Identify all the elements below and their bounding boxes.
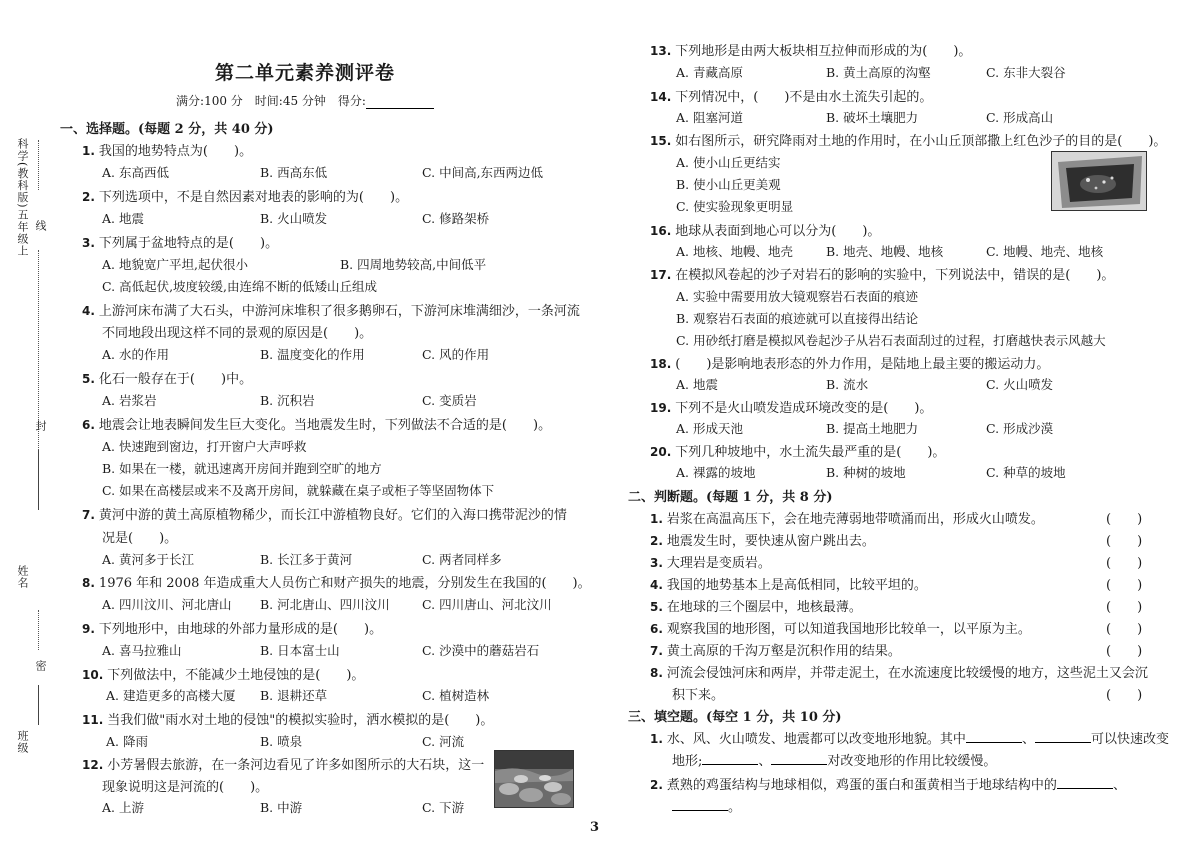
question-4-cont: 不同地段出现这样不同的景观的原因是( )。 bbox=[102, 326, 373, 341]
fill-2-blank-1[interactable] bbox=[1057, 778, 1113, 789]
section-choice-title: 一、选择题。(每题 2 分，共 40 分) bbox=[60, 122, 274, 137]
q11-option-a[interactable]: A. 降雨 bbox=[106, 734, 148, 749]
q7-option-a[interactable]: A. 黄河多于长江 bbox=[102, 552, 194, 567]
q10-option-c[interactable]: C. 植树造林 bbox=[422, 688, 490, 703]
question-10: 10. 下列做法中，不能减少土地侵蚀的是( )。 bbox=[82, 668, 365, 683]
q5-option-c[interactable]: C. 变质岩 bbox=[422, 393, 477, 408]
judge-1: 1. 岩浆在高温高压下，会在地壳薄弱地带喷涌而出，形成火山喷发。 bbox=[650, 512, 1044, 527]
q7-option-b[interactable]: B. 长江多于黄河 bbox=[260, 552, 353, 567]
question-17: 17. 在模拟风卷起的沙子对岩石的影响的实验中，下列说法中，错误的是( )。 bbox=[650, 268, 1115, 283]
score-blank[interactable] bbox=[366, 96, 434, 109]
q1-option-a[interactable]: A. 东高西低 bbox=[102, 165, 169, 180]
question-1: 1. 我国的地势特点为( )。 bbox=[82, 144, 253, 159]
q12-option-b[interactable]: B. 中游 bbox=[260, 800, 303, 815]
judge-4-answer[interactable]: ( ) bbox=[1106, 578, 1143, 593]
q14-option-b[interactable]: B. 破坏土壤肥力 bbox=[826, 110, 919, 125]
binding-margin bbox=[0, 100, 55, 850]
judge-7-answer[interactable]: ( ) bbox=[1106, 644, 1143, 659]
q7-option-c[interactable]: C. 两者同样多 bbox=[422, 552, 502, 567]
q15-option-a[interactable]: A. 使小山丘更结实 bbox=[676, 155, 781, 170]
fill-1: 1. 水、风、火山喷发、地震都可以改变地形地貌。其中 、 可以快速改变 bbox=[650, 732, 1169, 747]
margin-name-label: 姓名 bbox=[16, 565, 29, 589]
margin-class-line bbox=[38, 685, 39, 725]
judge-3: 3. 大理岩是变质岩。 bbox=[650, 556, 771, 571]
q8-option-b[interactable]: B. 河北唐山、四川汶川 bbox=[260, 597, 390, 612]
q12-option-a[interactable]: A. 上游 bbox=[102, 800, 144, 815]
question-9: 9. 下列地形中，由地球的外部力量形成的是( )。 bbox=[82, 622, 383, 637]
q18-option-b[interactable]: B. 流水 bbox=[826, 377, 869, 392]
judge-1-answer[interactable]: ( ) bbox=[1106, 512, 1143, 527]
margin-seal-label: 封 bbox=[34, 420, 47, 431]
question-7-cont: 况是( )。 bbox=[102, 531, 178, 546]
question-13: 13. 下列地形是由两大板块相互拉伸而形成的为( )。 bbox=[650, 44, 972, 59]
q3-option-a[interactable]: A. 地貌宽广平坦,起伏很小 bbox=[102, 257, 248, 272]
q18-option-a[interactable]: A. 地震 bbox=[676, 377, 718, 392]
q8-option-a[interactable]: A. 四川汶川、河北唐山 bbox=[102, 597, 232, 612]
question-2: 2. 下列选项中，不是自然因素对地表的影响的为( )。 bbox=[82, 190, 409, 205]
margin-subject-label: 科学(教科版)五年级上 bbox=[16, 138, 29, 257]
page-title: 第二单元素养测评卷 bbox=[214, 62, 395, 84]
q3-option-b[interactable]: B. 四周地势较高,中间低平 bbox=[340, 257, 487, 272]
q9-option-b[interactable]: B. 日本富士山 bbox=[260, 643, 340, 658]
q16-option-c[interactable]: C. 地幔、地壳、地核 bbox=[986, 244, 1104, 259]
q1-option-c[interactable]: C. 中间高,东西两边低 bbox=[422, 165, 544, 180]
judge-2-answer[interactable]: ( ) bbox=[1106, 534, 1143, 549]
margin-name-line bbox=[38, 450, 39, 510]
q13-option-a[interactable]: A. 青藏高原 bbox=[676, 65, 743, 80]
question-4: 4. 上游河床布满了大石头，中游河床堆积了很多鹅卵石，下游河床堆满细沙，一条河流 bbox=[82, 304, 580, 319]
fill-1-blank-1[interactable] bbox=[966, 732, 1022, 743]
margin-dotted-line bbox=[38, 140, 39, 190]
q6-option-c[interactable]: C. 如果在高楼层或来不及离开房间，就躲藏在桌子或柜子等坚固物体下 bbox=[102, 483, 495, 498]
exam-info bbox=[60, 92, 550, 109]
judge-6-answer[interactable]: ( ) bbox=[1106, 622, 1143, 637]
q6-option-b[interactable]: B. 如果在一楼，就迅速离开房间并跑到空旷的地方 bbox=[102, 461, 382, 476]
q17-option-a[interactable]: A. 实验中需要用放大镜观察岩石表面的痕迹 bbox=[676, 289, 918, 304]
question-14: 14. 下列情况中，( )不是由水土流失引起的。 bbox=[650, 90, 933, 105]
question-18: 18. ( )是影响地表形态的外力作用，是陆地上最主要的搬运动力。 bbox=[650, 357, 1050, 372]
question-3: 3. 下列属于盆地特点的是( )。 bbox=[82, 236, 279, 251]
margin-class-label: 班级 bbox=[16, 730, 29, 754]
judge-5-answer[interactable]: ( ) bbox=[1106, 600, 1143, 615]
q5-option-b[interactable]: B. 沉积岩 bbox=[260, 393, 315, 408]
q16-option-a[interactable]: A. 地核、地幔、地壳 bbox=[676, 244, 793, 259]
q9-option-a[interactable]: A. 喜马拉雅山 bbox=[102, 643, 182, 658]
q13-option-c[interactable]: C. 东非大裂谷 bbox=[986, 65, 1066, 80]
q2-option-b[interactable]: B. 火山喷发 bbox=[260, 211, 328, 226]
q15-option-b[interactable]: B. 使小山丘更美观 bbox=[676, 177, 781, 192]
section-fill-title: 三、填空题。(每空 1 分，共 10 分) bbox=[628, 710, 842, 725]
q8-option-c[interactable]: C. 四川唐山、河北汶川 bbox=[422, 597, 552, 612]
question-19: 19. 下列不是火山喷发造成环境改变的是( )。 bbox=[650, 401, 933, 416]
question-11: 11. 当我们做"雨水对土地的侵蚀"的模拟实验时，洒水模拟的是( )。 bbox=[82, 713, 494, 728]
q19-option-c[interactable]: C. 形成沙漠 bbox=[986, 421, 1054, 436]
margin-line-label: 线 bbox=[34, 220, 47, 231]
q5-option-a[interactable]: A. 岩浆岩 bbox=[102, 393, 157, 408]
section-judge-title: 二、判断题。(每题 1 分，共 8 分) bbox=[628, 490, 833, 505]
fill-1-blank-3[interactable] bbox=[702, 754, 758, 765]
margin-seal2-label: 密 bbox=[34, 660, 47, 671]
question-12-cont: 现象说明这是河流的( )。 bbox=[102, 780, 269, 795]
q13-option-b[interactable]: B. 黄土高原的沟壑 bbox=[826, 65, 931, 80]
q17-option-c[interactable]: C. 用砂纸打磨是模拟风卷起沙子从岩石表面刮过的过程，打磨越快表示风越大 bbox=[676, 333, 1106, 348]
judge-3-answer[interactable]: ( ) bbox=[1106, 556, 1143, 571]
fill-1-blank-4[interactable] bbox=[771, 754, 827, 765]
judge-4: 4. 我国的地势基本上是高低相同，比较平坦的。 bbox=[650, 578, 927, 593]
q10-option-b[interactable]: B. 退耕还草 bbox=[260, 688, 328, 703]
question-7: 7. 黄河中游的黄土高原植物稀少，而长江中游植物良好。它们的入海口携带泥沙的情 bbox=[82, 508, 567, 523]
q2-option-c[interactable]: C. 修路架桥 bbox=[422, 211, 490, 226]
judge-7: 7. 黄土高原的千沟万壑是沉积作用的结果。 bbox=[650, 644, 901, 659]
judge-5: 5. 在地球的三个圈层中，地核最薄。 bbox=[650, 600, 862, 615]
q18-option-c[interactable]: C. 火山喷发 bbox=[986, 377, 1054, 392]
q19-option-a[interactable]: A. 形成天池 bbox=[676, 421, 743, 436]
q4-option-c[interactable]: C. 风的作用 bbox=[422, 347, 490, 362]
page-number: 3 bbox=[590, 820, 600, 835]
q6-option-a[interactable]: A. 快速跑到窗边，打开窗户大声呼救 bbox=[102, 439, 307, 454]
judge-8-answer[interactable]: ( ) bbox=[1106, 688, 1143, 703]
q17-option-b[interactable]: B. 观察岩石表面的痕迹就可以直接得出结论 bbox=[676, 311, 919, 326]
q11-option-c[interactable]: C. 河流 bbox=[422, 734, 465, 749]
q19-option-b[interactable]: B. 提高土地肥力 bbox=[826, 421, 919, 436]
q11-option-b[interactable]: B. 喷泉 bbox=[260, 734, 303, 749]
river-stones-image bbox=[494, 750, 574, 808]
question-20: 20. 下列几种坡地中，水土流失最严重的是( )。 bbox=[650, 445, 946, 460]
q16-option-b[interactable]: B. 地壳、地幔、地核 bbox=[826, 244, 944, 259]
fill-1-blank-2[interactable] bbox=[1035, 732, 1091, 743]
q12-option-c[interactable]: C. 下游 bbox=[422, 800, 465, 815]
question-8: 8. 1976 年和 2008 年造成重大人员伤亡和财产损失的地震，分别发生在我国的( )。 bbox=[82, 576, 591, 591]
fill-2-blank-2[interactable] bbox=[672, 800, 728, 811]
fill-1-cont: 地形; 、 对改变地形的作用比较缓慢。 bbox=[672, 754, 997, 769]
q4-option-b[interactable]: B. 温度变化的作用 bbox=[260, 347, 365, 362]
judge-2: 2. 地震发生时，要快速从窗户跳出去。 bbox=[650, 534, 875, 549]
question-16: 16. 地球从表面到地心可以分为( )。 bbox=[650, 224, 881, 239]
q3-option-c[interactable]: C. 高低起伏,坡度较缓,由连绵不断的低矮山丘组成 bbox=[102, 279, 378, 294]
q10-option-a[interactable]: A. 建造更多的高楼大厦 bbox=[106, 688, 236, 703]
question-12: 12. 小芳暑假去旅游，在一条河边看见了许多如图所示的大石块，这一 bbox=[82, 758, 485, 773]
fill-2-cont: 。 bbox=[672, 796, 741, 815]
q20-option-a[interactable]: A. 裸露的坡地 bbox=[676, 465, 756, 480]
q15-option-c[interactable]: C. 使实验现象更明显 bbox=[676, 199, 794, 214]
q9-option-c[interactable]: C. 沙漠中的蘑菇岩石 bbox=[422, 643, 540, 658]
fill-2: 2. 煮熟的鸡蛋结构与地球相似，鸡蛋的蛋白和蛋黄相当于地球结构中的 、 bbox=[650, 778, 1126, 793]
margin-dotted-line bbox=[38, 610, 39, 650]
q14-option-a[interactable]: A. 阻塞河道 bbox=[676, 110, 743, 125]
question-6: 6. 地震会让地表瞬间发生巨大变化。当地震发生时，下列做法不合适的是( )。 bbox=[82, 418, 552, 433]
judge-8: 8. 河流会侵蚀河床和两岸，并带走泥土，在水流速度比较缓慢的地方，这些泥土又会沉 bbox=[650, 666, 1148, 681]
question-15: 15. 如右图所示，研究降雨对土地的作用时，在小山丘顶部撒上红色沙子的目的是( )。 bbox=[650, 134, 1167, 149]
erosion-experiment-image bbox=[1051, 151, 1147, 211]
q14-option-c[interactable]: C. 形成高山 bbox=[986, 110, 1054, 125]
judge-8-cont: 积下来。 bbox=[672, 688, 725, 703]
q2-option-a[interactable]: A. 地震 bbox=[102, 211, 144, 226]
exam-info-text: 满分:100 分 时间:45 分钟 得分: bbox=[176, 94, 366, 108]
q1-option-b[interactable]: B. 西高东低 bbox=[260, 165, 328, 180]
q4-option-a[interactable]: A. 水的作用 bbox=[102, 347, 169, 362]
question-5: 5. 化石一般存在于( )中。 bbox=[82, 372, 253, 387]
q20-option-b[interactable]: B. 种树的坡地 bbox=[826, 465, 906, 480]
judge-6: 6. 观察我国的地形图，可以知道我国地形比较单一，以平原为主。 bbox=[650, 622, 1031, 637]
q20-option-c[interactable]: C. 种草的坡地 bbox=[986, 465, 1066, 480]
